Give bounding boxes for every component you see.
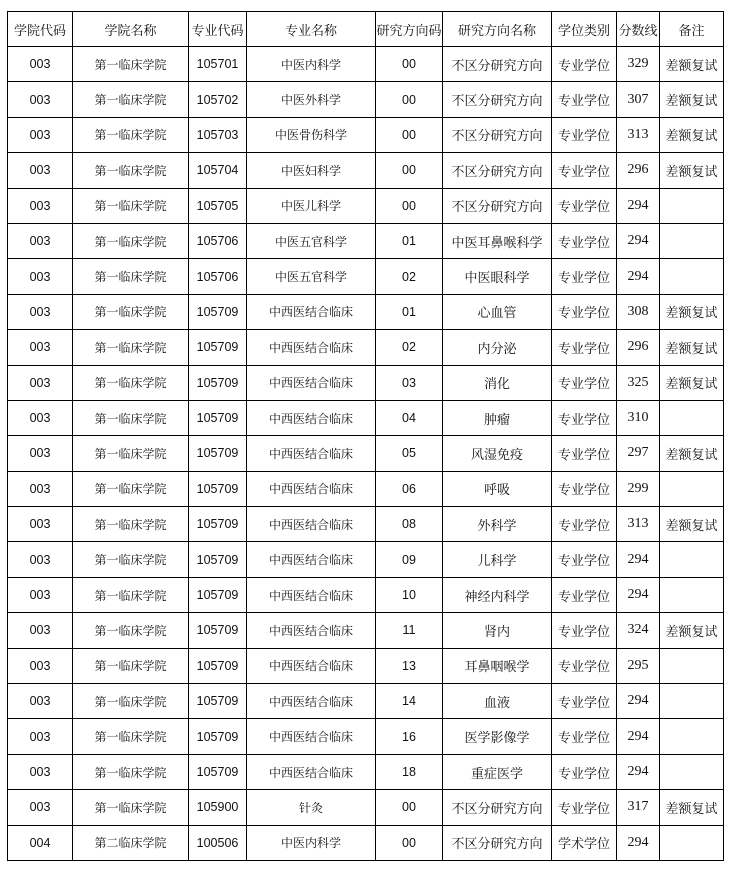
college-code-cell: 003 — [8, 117, 73, 152]
remark-cell — [660, 684, 724, 719]
college-code-cell: 003 — [8, 294, 73, 329]
degree-type-cell: 专业学位 — [552, 82, 617, 117]
college-name-cell: 第一临床学院 — [73, 330, 189, 365]
direction-name-cell: 中医耳鼻喉科学 — [443, 223, 552, 258]
college-code-cell: 003 — [8, 188, 73, 223]
score-line-cell: 299 — [617, 471, 660, 506]
major-name-cell: 中医外科学 — [247, 82, 376, 117]
major-code-cell: 105709 — [189, 684, 247, 719]
score-line-cell: 308 — [617, 294, 660, 329]
remark-cell: 差额复试 — [660, 117, 724, 152]
major-name-cell: 中医五官科学 — [247, 223, 376, 258]
direction-code-cell: 06 — [376, 471, 443, 506]
direction-name-cell: 肿瘤 — [443, 400, 552, 435]
college-name-cell: 第一临床学院 — [73, 82, 189, 117]
degree-type-cell: 专业学位 — [552, 577, 617, 612]
direction-code-header: 研究方向码 — [376, 12, 443, 47]
college-name-cell: 第一临床学院 — [73, 507, 189, 542]
college-code-cell: 003 — [8, 47, 73, 82]
score-line-cell: 294 — [617, 719, 660, 754]
degree-type-cell: 专业学位 — [552, 400, 617, 435]
college-name-cell: 第一临床学院 — [73, 577, 189, 612]
direction-code-cell: 01 — [376, 223, 443, 258]
college-code-cell: 003 — [8, 719, 73, 754]
direction-name-cell: 神经内科学 — [443, 577, 552, 612]
degree-type-cell: 专业学位 — [552, 507, 617, 542]
college-name-cell: 第一临床学院 — [73, 117, 189, 152]
major-name-header: 专业名称 — [247, 12, 376, 47]
major-name-cell: 中西医结合临床 — [247, 577, 376, 612]
degree-type-cell: 专业学位 — [552, 153, 617, 188]
degree-type-cell: 学术学位 — [552, 825, 617, 860]
major-name-cell: 中医内科学 — [247, 825, 376, 860]
score-line-cell: 294 — [617, 259, 660, 294]
college-name-cell: 第一临床学院 — [73, 47, 189, 82]
college-code-cell: 003 — [8, 648, 73, 683]
direction-code-cell: 14 — [376, 684, 443, 719]
score-line-cell: 313 — [617, 117, 660, 152]
remark-cell — [660, 400, 724, 435]
major-name-cell: 中医五官科学 — [247, 259, 376, 294]
college-code-cell: 003 — [8, 436, 73, 471]
table-row — [8, 436, 724, 471]
college-code-cell: 003 — [8, 507, 73, 542]
remark-cell — [660, 577, 724, 612]
college-code-cell: 003 — [8, 400, 73, 435]
remark-cell — [660, 719, 724, 754]
college-name-cell: 第一临床学院 — [73, 613, 189, 648]
major-code-cell: 105705 — [189, 188, 247, 223]
major-code-cell: 105709 — [189, 330, 247, 365]
table-row — [8, 790, 724, 825]
degree-type-cell: 专业学位 — [552, 613, 617, 648]
college-code-cell: 003 — [8, 223, 73, 258]
score-line-cell: 329 — [617, 47, 660, 82]
major-name-cell: 中西医结合临床 — [247, 754, 376, 789]
direction-code-cell: 02 — [376, 330, 443, 365]
direction-name-cell: 消化 — [443, 365, 552, 400]
degree-type-cell: 专业学位 — [552, 294, 617, 329]
score-line-cell: 294 — [617, 577, 660, 612]
score-line-cell: 294 — [617, 188, 660, 223]
remark-cell: 差额复试 — [660, 436, 724, 471]
direction-name-cell: 中医眼科学 — [443, 259, 552, 294]
document-page — [7, 11, 724, 861]
table-row — [8, 117, 724, 152]
direction-code-cell: 08 — [376, 507, 443, 542]
degree-type-cell: 专业学位 — [552, 47, 617, 82]
score-line-cell: 295 — [617, 648, 660, 683]
score-line-cell: 310 — [617, 400, 660, 435]
direction-name-cell: 不区分研究方向 — [443, 153, 552, 188]
table-row — [8, 294, 724, 329]
major-code-cell: 105709 — [189, 648, 247, 683]
college-code-cell: 004 — [8, 825, 73, 860]
admission-score-table — [7, 11, 724, 861]
college-name-cell: 第一临床学院 — [73, 684, 189, 719]
degree-type-cell: 专业学位 — [552, 542, 617, 577]
direction-name-cell: 不区分研究方向 — [443, 825, 552, 860]
table-row — [8, 684, 724, 719]
college-name-cell: 第一临床学院 — [73, 542, 189, 577]
degree-type-cell: 专业学位 — [552, 365, 617, 400]
table-row — [8, 754, 724, 789]
degree-type-cell: 专业学位 — [552, 330, 617, 365]
remark-cell: 差额复试 — [660, 153, 724, 188]
table-header — [8, 12, 724, 47]
table-row — [8, 82, 724, 117]
table-row — [8, 542, 724, 577]
degree-type-cell: 专业学位 — [552, 223, 617, 258]
table-row — [8, 188, 724, 223]
direction-name-cell: 不区分研究方向 — [443, 82, 552, 117]
score-line-cell: 324 — [617, 613, 660, 648]
score-line-cell: 296 — [617, 153, 660, 188]
major-name-cell: 中西医结合临床 — [247, 613, 376, 648]
direction-code-cell: 05 — [376, 436, 443, 471]
major-code-cell: 105709 — [189, 365, 247, 400]
direction-name-cell: 重症医学 — [443, 754, 552, 789]
college-name-cell: 第一临床学院 — [73, 153, 189, 188]
degree-type-header: 学位类别 — [552, 12, 617, 47]
score-line-cell: 325 — [617, 365, 660, 400]
college-name-cell: 第一临床学院 — [73, 223, 189, 258]
degree-type-cell: 专业学位 — [552, 684, 617, 719]
degree-type-cell: 专业学位 — [552, 188, 617, 223]
table-row — [8, 507, 724, 542]
degree-type-cell: 专业学位 — [552, 754, 617, 789]
table-row — [8, 153, 724, 188]
direction-code-cell: 02 — [376, 259, 443, 294]
direction-code-cell: 13 — [376, 648, 443, 683]
college-code-cell: 003 — [8, 790, 73, 825]
college-name-cell: 第一临床学院 — [73, 294, 189, 329]
degree-type-cell: 专业学位 — [552, 471, 617, 506]
major-code-cell: 105709 — [189, 400, 247, 435]
table-row — [8, 613, 724, 648]
college-name-cell: 第一临床学院 — [73, 754, 189, 789]
table-body — [8, 47, 724, 861]
college-code-cell: 003 — [8, 365, 73, 400]
remark-cell: 差额复试 — [660, 82, 724, 117]
major-code-cell: 100506 — [189, 825, 247, 860]
direction-code-cell: 09 — [376, 542, 443, 577]
major-name-cell: 中医儿科学 — [247, 188, 376, 223]
college-name-cell: 第一临床学院 — [73, 471, 189, 506]
college-name-cell: 第一临床学院 — [73, 719, 189, 754]
major-code-cell: 105702 — [189, 82, 247, 117]
direction-code-cell: 01 — [376, 294, 443, 329]
degree-type-cell: 专业学位 — [552, 648, 617, 683]
direction-code-cell: 04 — [376, 400, 443, 435]
remark-cell: 差额复试 — [660, 790, 724, 825]
major-code-cell: 105703 — [189, 117, 247, 152]
table-row — [8, 400, 724, 435]
table-row — [8, 577, 724, 612]
score-line-cell: 307 — [617, 82, 660, 117]
major-code-cell: 105900 — [189, 790, 247, 825]
college-code-cell: 003 — [8, 542, 73, 577]
remark-cell: 差额复试 — [660, 365, 724, 400]
major-code-cell: 105709 — [189, 436, 247, 471]
remark-header: 备注 — [660, 12, 724, 47]
degree-type-cell: 专业学位 — [552, 117, 617, 152]
score-line-header: 分数线 — [617, 12, 660, 47]
major-name-cell: 中西医结合临床 — [247, 365, 376, 400]
major-name-cell: 中西医结合临床 — [247, 330, 376, 365]
remark-cell — [660, 754, 724, 789]
table-row — [8, 719, 724, 754]
college-name-cell: 第一临床学院 — [73, 400, 189, 435]
direction-name-cell: 风湿免疫 — [443, 436, 552, 471]
table-row — [8, 223, 724, 258]
table-row — [8, 365, 724, 400]
degree-type-cell: 专业学位 — [552, 436, 617, 471]
college-name-cell: 第一临床学院 — [73, 648, 189, 683]
score-line-cell: 294 — [617, 825, 660, 860]
direction-code-cell: 00 — [376, 47, 443, 82]
table-row — [8, 471, 724, 506]
major-name-cell: 中西医结合临床 — [247, 648, 376, 683]
direction-code-cell: 18 — [376, 754, 443, 789]
major-name-cell: 中医妇科学 — [247, 153, 376, 188]
score-line-cell: 294 — [617, 223, 660, 258]
college-code-cell: 003 — [8, 153, 73, 188]
remark-cell — [660, 825, 724, 860]
major-name-cell: 中西医结合临床 — [247, 471, 376, 506]
direction-name-cell: 不区分研究方向 — [443, 47, 552, 82]
direction-name-cell: 儿科学 — [443, 542, 552, 577]
direction-name-cell: 外科学 — [443, 507, 552, 542]
remark-cell — [660, 259, 724, 294]
college-name-header: 学院名称 — [73, 12, 189, 47]
college-code-header: 学院代码 — [8, 12, 73, 47]
direction-name-cell: 呼吸 — [443, 471, 552, 506]
major-code-cell: 105706 — [189, 259, 247, 294]
direction-name-cell: 内分泌 — [443, 330, 552, 365]
direction-name-cell: 不区分研究方向 — [443, 117, 552, 152]
direction-name-cell: 血液 — [443, 684, 552, 719]
college-code-cell: 003 — [8, 613, 73, 648]
score-line-cell: 294 — [617, 542, 660, 577]
direction-name-cell: 耳鼻咽喉学 — [443, 648, 552, 683]
remark-cell — [660, 648, 724, 683]
table-row — [8, 259, 724, 294]
direction-code-cell: 00 — [376, 153, 443, 188]
college-name-cell: 第一临床学院 — [73, 188, 189, 223]
major-code-cell: 105709 — [189, 507, 247, 542]
header-row — [8, 12, 724, 47]
college-name-cell: 第二临床学院 — [73, 825, 189, 860]
score-line-cell: 297 — [617, 436, 660, 471]
major-code-cell: 105706 — [189, 223, 247, 258]
degree-type-cell: 专业学位 — [552, 719, 617, 754]
major-name-cell: 中西医结合临床 — [247, 684, 376, 719]
major-code-cell: 105709 — [189, 577, 247, 612]
remark-cell: 差额复试 — [660, 294, 724, 329]
remark-cell — [660, 542, 724, 577]
direction-name-cell: 医学影像学 — [443, 719, 552, 754]
major-code-cell: 105709 — [189, 542, 247, 577]
major-code-cell: 105704 — [189, 153, 247, 188]
major-code-cell: 105709 — [189, 294, 247, 329]
direction-code-cell: 00 — [376, 825, 443, 860]
remark-cell — [660, 471, 724, 506]
direction-code-cell: 00 — [376, 82, 443, 117]
score-line-cell: 317 — [617, 790, 660, 825]
college-code-cell: 003 — [8, 330, 73, 365]
degree-type-cell: 专业学位 — [552, 259, 617, 294]
college-name-cell: 第一临床学院 — [73, 436, 189, 471]
direction-code-cell: 00 — [376, 790, 443, 825]
score-line-cell: 313 — [617, 507, 660, 542]
college-code-cell: 003 — [8, 471, 73, 506]
direction-name-cell: 不区分研究方向 — [443, 188, 552, 223]
major-code-cell: 105709 — [189, 471, 247, 506]
score-line-cell: 294 — [617, 754, 660, 789]
remark-cell: 差额复试 — [660, 330, 724, 365]
college-code-cell: 003 — [8, 684, 73, 719]
major-name-cell: 中西医结合临床 — [247, 542, 376, 577]
major-code-cell: 105709 — [189, 719, 247, 754]
remark-cell: 差额复试 — [660, 613, 724, 648]
college-code-cell: 003 — [8, 577, 73, 612]
direction-code-cell: 16 — [376, 719, 443, 754]
score-line-cell: 296 — [617, 330, 660, 365]
degree-type-cell: 专业学位 — [552, 790, 617, 825]
major-name-cell: 中西医结合临床 — [247, 400, 376, 435]
remark-cell: 差额复试 — [660, 507, 724, 542]
college-code-cell: 003 — [8, 754, 73, 789]
table-row — [8, 47, 724, 82]
major-name-cell: 针灸 — [247, 790, 376, 825]
remark-cell — [660, 188, 724, 223]
table-row — [8, 330, 724, 365]
direction-name-cell: 心血管 — [443, 294, 552, 329]
college-name-cell: 第一临床学院 — [73, 259, 189, 294]
score-line-cell: 294 — [617, 684, 660, 719]
direction-name-header: 研究方向名称 — [443, 12, 552, 47]
table-row — [8, 648, 724, 683]
major-name-cell: 中西医结合临床 — [247, 294, 376, 329]
direction-name-cell: 肾内 — [443, 613, 552, 648]
direction-code-cell: 03 — [376, 365, 443, 400]
college-name-cell: 第一临床学院 — [73, 790, 189, 825]
major-name-cell: 中医内科学 — [247, 47, 376, 82]
direction-code-cell: 11 — [376, 613, 443, 648]
college-name-cell: 第一临床学院 — [73, 365, 189, 400]
remark-cell — [660, 223, 724, 258]
major-code-cell: 105709 — [189, 613, 247, 648]
remark-cell: 差额复试 — [660, 47, 724, 82]
major-name-cell: 中医骨伤科学 — [247, 117, 376, 152]
table-row — [8, 825, 724, 860]
major-name-cell: 中西医结合临床 — [247, 436, 376, 471]
major-code-cell: 105701 — [189, 47, 247, 82]
major-name-cell: 中西医结合临床 — [247, 507, 376, 542]
college-code-cell: 003 — [8, 82, 73, 117]
direction-code-cell: 00 — [376, 117, 443, 152]
major-name-cell: 中西医结合临床 — [247, 719, 376, 754]
major-code-header: 专业代码 — [189, 12, 247, 47]
direction-code-cell: 10 — [376, 577, 443, 612]
major-code-cell: 105709 — [189, 754, 247, 789]
direction-name-cell: 不区分研究方向 — [443, 790, 552, 825]
college-code-cell: 003 — [8, 259, 73, 294]
direction-code-cell: 00 — [376, 188, 443, 223]
